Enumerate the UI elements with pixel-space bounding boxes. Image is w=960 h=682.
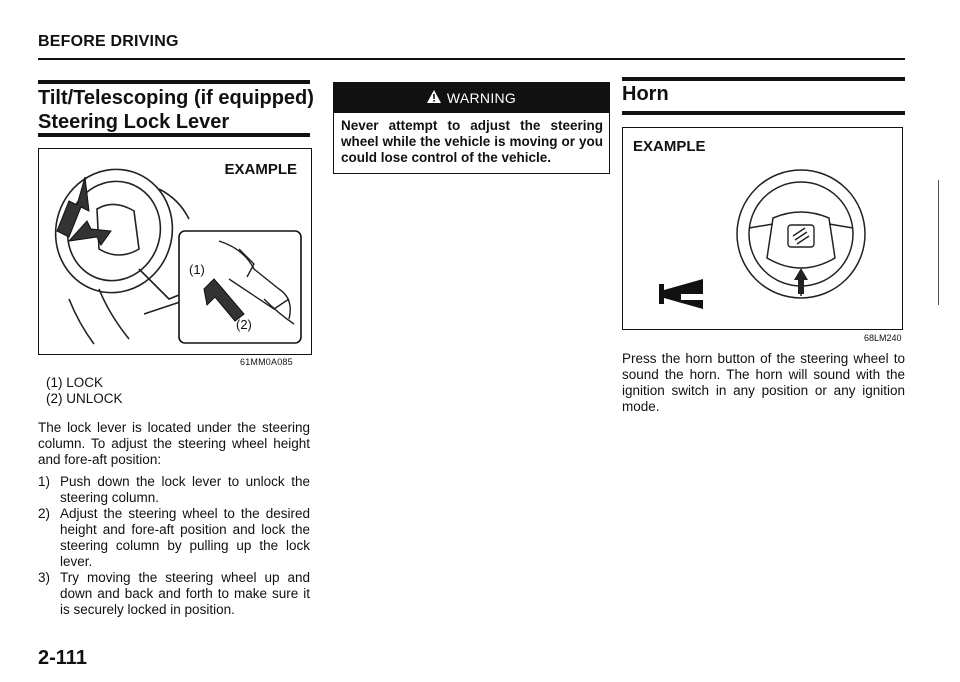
step-text: Try moving the steering wheel up and down and back and forth to make sure it is securely locked in position.	[60, 570, 310, 617]
page-edge-mark	[938, 180, 939, 305]
steering-lock-illustration	[38, 148, 312, 355]
legend-item-unlock: (2) UNLOCK	[46, 391, 123, 406]
figure-legend	[46, 375, 123, 407]
warning-label: WARNING	[446, 90, 517, 106]
legend-item-lock: (1) LOCK	[46, 375, 104, 390]
example-label: EXAMPLE	[224, 161, 297, 178]
callout-lock: (1)	[189, 262, 205, 277]
brand-emblem-icon	[788, 225, 814, 247]
horn-illustration	[622, 127, 903, 330]
callout-unlock: (2)	[236, 317, 252, 332]
step-number: 1)	[38, 474, 51, 489]
warning-box	[333, 82, 610, 174]
step-item	[38, 506, 310, 570]
section-title-steering-lock	[38, 86, 318, 134]
steering-wheel-lever-drawing	[39, 149, 311, 354]
example-label: EXAMPLE	[633, 138, 706, 155]
section-title-horn: Horn	[622, 83, 669, 105]
page-number: 2-111	[38, 647, 87, 669]
step-text: Adjust the steering wheel to the desired height and fore-aft position and lock the steering column by pulling up the lock lever.	[60, 506, 310, 569]
title-line-1: Tilt/Telescoping (if equipped)	[38, 87, 314, 109]
step-item	[38, 474, 310, 506]
warning-header	[334, 83, 609, 113]
figure-code: 61MM0A085	[240, 357, 293, 367]
step-number: 2)	[38, 506, 51, 521]
horn-paragraph: Press the horn button of the steering wheel to sound the horn. The horn will sound with the ignition switch in any position or any ignition mode.	[622, 351, 905, 414]
step-text: Push down the lock lever to unlock the steering column.	[60, 474, 310, 505]
intro-paragraph: The lock lever is located under the steering column. To adjust the steering wheel height and fore-aft position:	[38, 420, 310, 467]
section-header-title: BEFORE DRIVING	[38, 33, 179, 50]
warning-text: Never attempt to adjust the steering wheel while the vehicle is moving or you could lose control of the vehicle.	[341, 118, 603, 165]
warning-triangle-icon	[427, 90, 441, 106]
title-line-2: Steering Lock Lever	[38, 111, 230, 133]
steering-wheel-horn-drawing	[623, 128, 902, 329]
title-top-rule	[38, 80, 310, 84]
horn-title-bottom-rule	[622, 111, 905, 115]
telescope-arrow	[69, 221, 111, 245]
step-number: 3)	[38, 570, 51, 585]
steps-list	[38, 474, 310, 618]
figure-code: 68LM240	[864, 333, 902, 343]
step-item	[38, 570, 310, 618]
horn-icon	[659, 279, 705, 309]
header-divider	[38, 58, 905, 60]
horn-title-top-rule	[622, 77, 905, 81]
title-bottom-rule	[38, 133, 310, 137]
press-arrow-icon	[794, 268, 808, 294]
